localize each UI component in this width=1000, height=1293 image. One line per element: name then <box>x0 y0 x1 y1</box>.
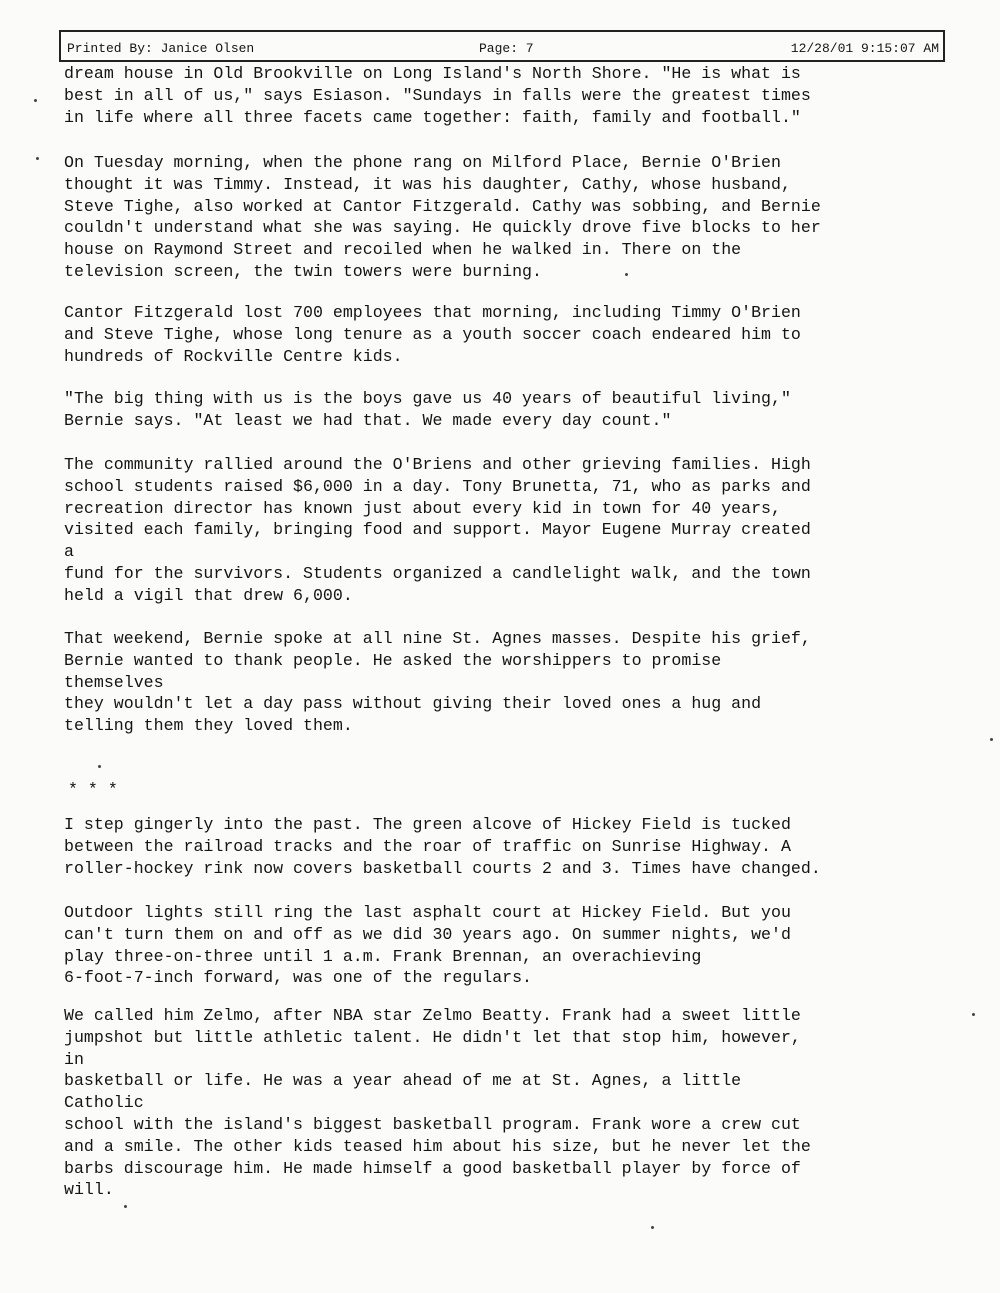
page-number: Page: 7 <box>479 41 534 56</box>
printed-by-label: Printed By: Janice Olsen <box>67 41 255 56</box>
text-line: can't turn them on and off as we did 30 years ago. On summer nights, we'd <box>64 924 791 944</box>
scan-speck <box>124 1205 127 1208</box>
paragraph <box>64 302 801 367</box>
scan-speck <box>972 1013 975 1016</box>
paragraph <box>64 814 821 879</box>
text-line: between the railroad tracks and the roar of traffic on Sunrise Highway. A <box>64 836 791 856</box>
text-line: jumpshot but little athletic talent. He didn't let that stop him, however, <box>64 1027 801 1047</box>
text-line: We called him Zelmo, after NBA star Zelmo Beatty. Frank had a sweet little <box>64 1006 801 1025</box>
text-line: roller-hockey rink now covers basketball courts 2 and 3. Times have changed. <box>64 858 821 878</box>
scan-speck <box>625 273 628 276</box>
text-line: best in all of us," says Esiason. "Sundays in falls were the greatest times <box>64 85 811 105</box>
text-line: I step gingerly into the past. The green alcove of Hickey Field is tucked <box>64 815 791 834</box>
print-timestamp: 12/28/01 9:15:07 AM <box>790 41 939 56</box>
text-line: and a smile. The other kids teased him about his size, but he never let the <box>64 1136 811 1156</box>
paragraph <box>64 902 791 989</box>
text-line: Bernie says. "At least we had that. We made every day count." <box>64 410 672 430</box>
paragraph <box>64 628 811 737</box>
scan-speck <box>98 765 101 768</box>
text-line: in life where all three facets came together: faith, family and football." <box>64 107 801 127</box>
text-line: house on Raymond Street and recoiled when he walked in. There on the <box>64 240 742 260</box>
text-line: held a vigil that drew 6,000. <box>64 585 353 605</box>
text-line: will. <box>64 1180 114 1200</box>
text-line: thought it was Timmy. Instead, it was his daughter, Cathy, whose husband, <box>64 174 791 194</box>
text-line: 6-foot-7-inch forward, was one of the regulars. <box>64 968 533 988</box>
text-line: barbs discourage him. He made himself a good basketball player by force of <box>64 1158 801 1178</box>
text-line: dream house in Old Brookville on Long Island's North Shore. "He is what is <box>64 64 801 83</box>
text-line: a <box>64 542 74 562</box>
section-separator: * * * <box>68 780 118 799</box>
text-line: fund for the survivors. Students organized a candlelight walk, and the town <box>64 563 811 583</box>
paragraph <box>64 388 791 432</box>
text-line: school students raised $6,000 in a day. Tony Brunetta, 71, who as parks and <box>64 476 811 496</box>
text-line: they wouldn't let a day pass without giving their loved ones a hug and <box>64 694 762 714</box>
paragraph <box>64 152 821 283</box>
text-line: and Steve Tighe, whose long tenure as a youth soccer coach endeared him to <box>64 324 801 344</box>
text-line: Bernie wanted to thank people. He asked the worshippers to promise <box>64 650 722 670</box>
paragraph <box>64 63 811 128</box>
text-line: visited each family, bringing food and support. Mayor Eugene Murray created <box>64 520 811 540</box>
scan-speck <box>36 157 39 160</box>
text-line: Cantor Fitzgerald lost 700 employees that morning, including Timmy O'Brien <box>64 303 801 322</box>
scan-speck <box>990 738 993 741</box>
text-line: couldn't understand what she was saying. He quickly drove five blocks to her <box>64 218 821 238</box>
paragraph <box>64 454 811 607</box>
text-line: That weekend, Bernie spoke at all nine St. Agnes masses. Despite his grief, <box>64 629 811 648</box>
text-line: On Tuesday morning, when the phone rang on Milford Place, Bernie O'Brien <box>64 153 781 172</box>
text-line: Catholic <box>64 1093 144 1113</box>
text-line: television screen, the twin towers were burning. <box>64 261 542 281</box>
text-line: recreation director has known just about every kid in town for 40 years, <box>64 498 781 518</box>
text-line: "The big thing with us is the boys gave us 40 years of beautiful living," <box>64 389 791 408</box>
text-line: telling them they loved them. <box>64 716 353 736</box>
paragraph <box>64 1005 811 1201</box>
text-line: Outdoor lights still ring the last asphalt court at Hickey Field. But you <box>64 903 791 922</box>
text-line: basketball or life. He was a year ahead of me at St. Agnes, a little <box>64 1071 742 1091</box>
text-line: school with the island's biggest basketball program. Frank wore a crew cut <box>64 1114 801 1134</box>
scan-speck <box>651 1226 654 1229</box>
text-line: The community rallied around the O'Briens and other grieving families. High <box>64 455 811 474</box>
text-line: themselves <box>64 672 164 692</box>
scan-speck <box>34 99 37 102</box>
print-header <box>59 30 945 62</box>
text-line: Steve Tighe, also worked at Cantor Fitzgerald. Cathy was sobbing, and Bernie <box>64 196 821 216</box>
text-line: hundreds of Rockville Centre kids. <box>64 346 403 366</box>
text-line: play three-on-three until 1 a.m. Frank Brennan, an overachieving <box>64 946 702 966</box>
text-line: in <box>64 1049 84 1069</box>
